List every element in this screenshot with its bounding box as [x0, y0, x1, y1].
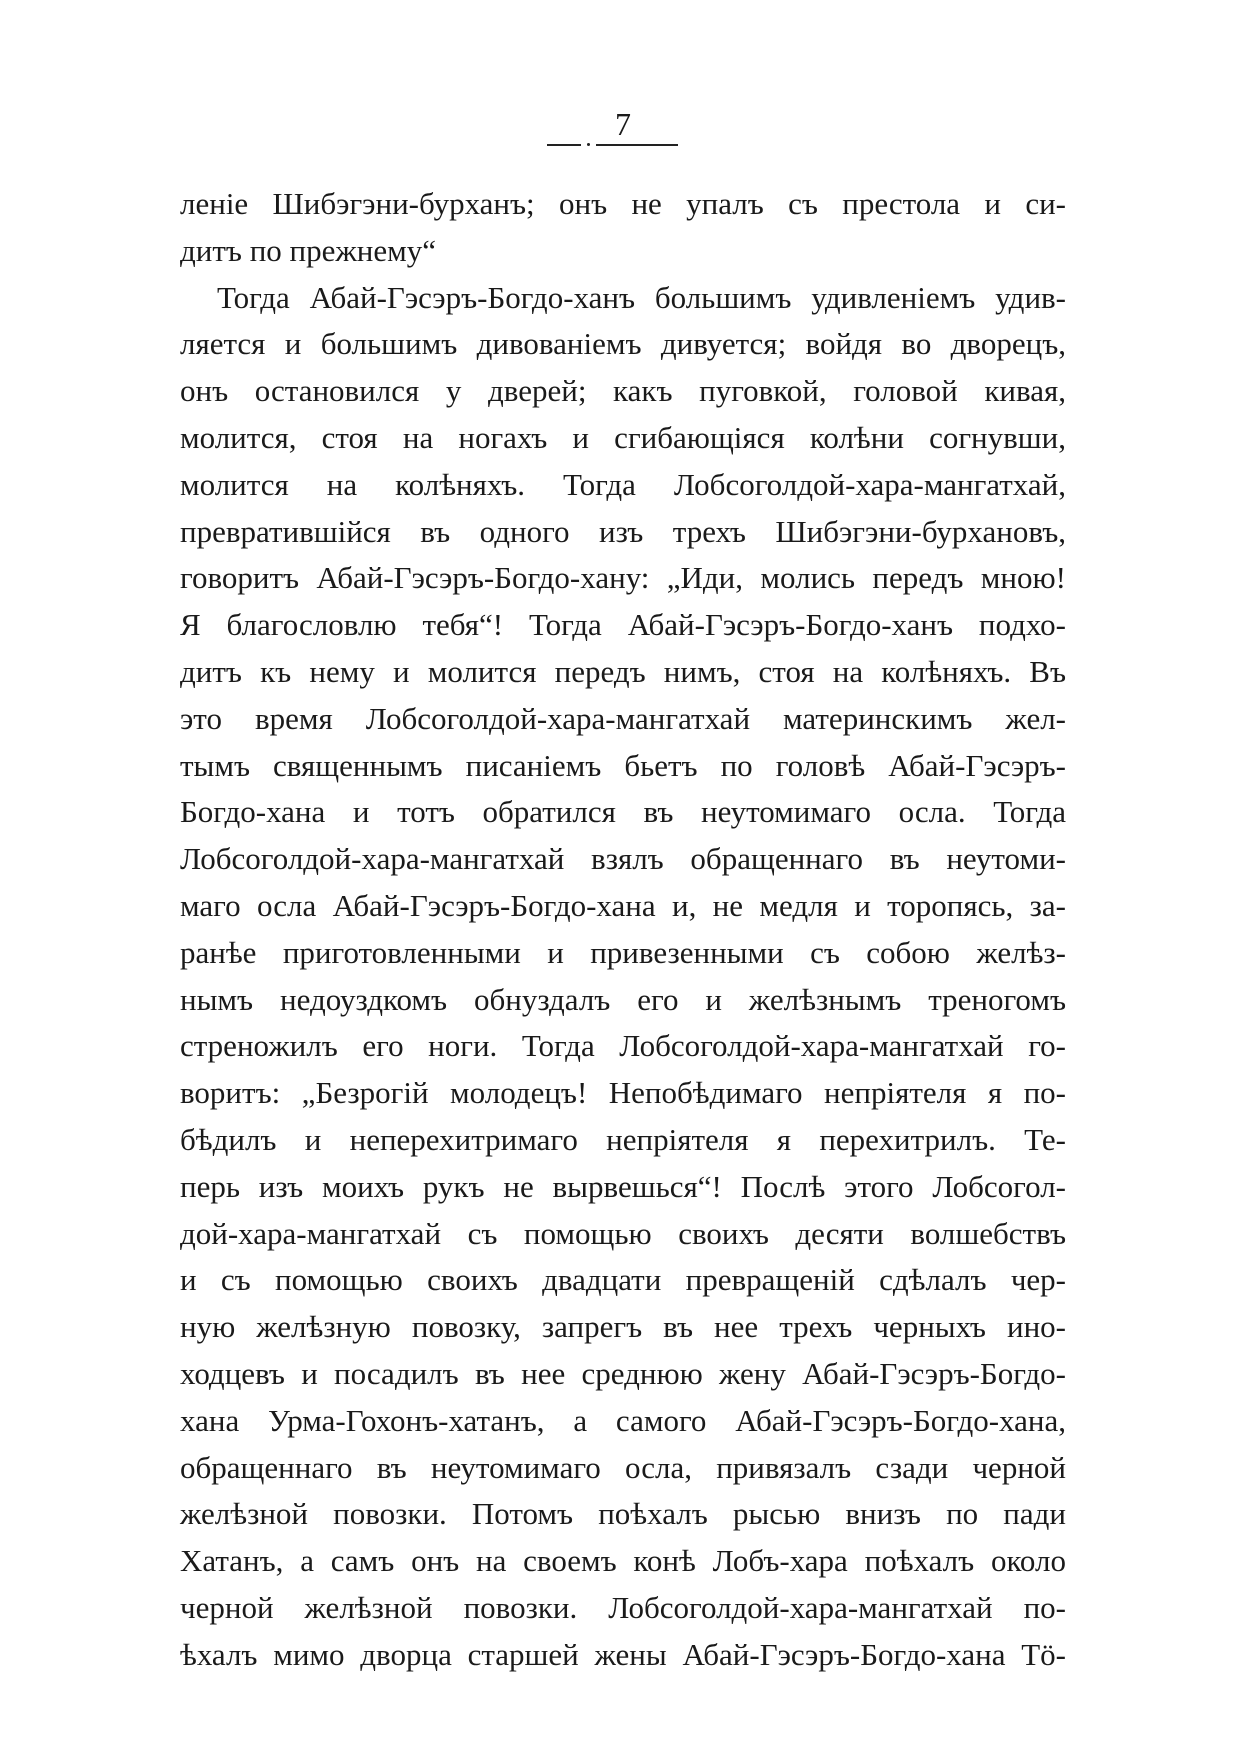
text-line: нымъ недоуздкомъ обнуздалъ его и желѣзнымъ треногомъ — [180, 981, 1066, 1017]
body-text — [180, 181, 1066, 1679]
text-line: ную желѣзную повозку, запрегъ въ нее трехъ черныхъ ино- — [180, 1309, 1066, 1345]
text-line: молится на колѣняхъ. Тогда Лобсоголдой-хара-мангатхай, — [180, 466, 1066, 502]
text-line: молится, стоя на ногахъ и сгибающіяся колѣни согнувши, — [180, 419, 1066, 455]
page-number-rule-right — [596, 144, 678, 146]
text-line: онъ остановился у дверей; какъ пуговкой, головой кивая, — [180, 373, 1066, 409]
page-number: 7 — [615, 106, 631, 142]
text-line: Богдо-хана и тотъ обратился въ неутомимаго осла. Тогда — [180, 794, 1066, 830]
text-line: леніе Шибэгэни-бурханъ; онъ не упалъ съ престола и си- — [180, 186, 1066, 221]
text-line: ранѣе приготовленными и привезенными съ собою желѣз- — [180, 934, 1066, 970]
text-line: Я благословлю тебя“! Тогда Абай-Гэсэръ-Богдо-ханъ подхо- — [180, 607, 1066, 643]
text-line: перь изъ моихъ рукъ не вырвешься“! Послѣ этого Лобсогол- — [180, 1168, 1066, 1204]
text-line: говоритъ Абай-Гэсэръ-Богдо-хану: „Иди, молись передъ мною! — [180, 560, 1066, 596]
paragraph — [180, 181, 1066, 275]
text-line: дитъ по прежнему“ — [180, 232, 437, 268]
text-line: черной желѣзной повозки. Лобсоголдой-хара-мангатхай по- — [180, 1589, 1066, 1625]
text-line: Хатанъ, а самъ онъ на своемъ конѣ Лобъ-хара поѣхалъ около — [180, 1543, 1066, 1579]
text-line: маго осла Абай-Гэсэръ-Богдо-хана и, не медля и торопясь, за- — [180, 887, 1066, 923]
text-line: обращеннаго въ неутомимаго осла, привязалъ сзади черной — [180, 1449, 1066, 1485]
page-number-header — [547, 104, 679, 150]
text-line: бѣдилъ и неперехитримаго непріятеля я перехитрилъ. Те- — [180, 1121, 1066, 1157]
text-line: воритъ: „Безрогій молодецъ! Непобѣдимаго непріятеля я по- — [180, 1075, 1066, 1111]
page-number-rule-left — [547, 144, 581, 146]
text-line: стреножилъ его ноги. Тогда Лобсоголдой-хара-мангатхай го- — [180, 1028, 1066, 1064]
text-line: Лобсоголдой-хара-мангатхай взялъ обращеннаго въ неутоми- — [180, 841, 1066, 877]
text-line: Тогда Абай-Гэсэръ-Богдо-ханъ большимъ удивленіемъ удив- — [217, 279, 1066, 315]
text-line: ляется и большимъ дивованіемъ дивуется; войдя во дворецъ, — [180, 326, 1066, 362]
text-line: дитъ къ нему и молится передъ нимъ, стоя на колѣняхъ. Въ — [180, 653, 1066, 689]
text-line: ходцевъ и посадилъ въ нее среднюю жену Абай-Гэсэръ-Богдо- — [180, 1355, 1066, 1391]
text-line: и съ помощью своихъ двадцати превращеній сдѣлалъ чер- — [180, 1262, 1066, 1298]
page-number-rule-dot — [587, 143, 590, 146]
text-line: дой-хара-мангатхай съ помощью своихъ десяти волшебствъ — [180, 1215, 1066, 1251]
text-line: желѣзной повозки. Потомъ поѣхалъ рысью внизъ по пади — [180, 1496, 1066, 1532]
text-line: ѣхалъ мимо дворца старшей жены Абай-Гэсэръ-Богдо-хана Тӧ- — [180, 1636, 1066, 1672]
text-line: это время Лобсоголдой-хара-мангатхай материнскимъ жел- — [180, 700, 1066, 736]
text-line: превратившійся въ одного изъ трехъ Шибэгэни-бурхановъ, — [180, 513, 1066, 549]
text-line: хана Урма-Гохонъ-хатанъ, а самого Абай-Гэсэръ-Богдо-хана, — [180, 1402, 1066, 1438]
paragraph — [180, 275, 1066, 1679]
text-line: тымъ священнымъ писаніемъ бьетъ по головѣ Абай-Гэсэръ- — [180, 747, 1066, 783]
